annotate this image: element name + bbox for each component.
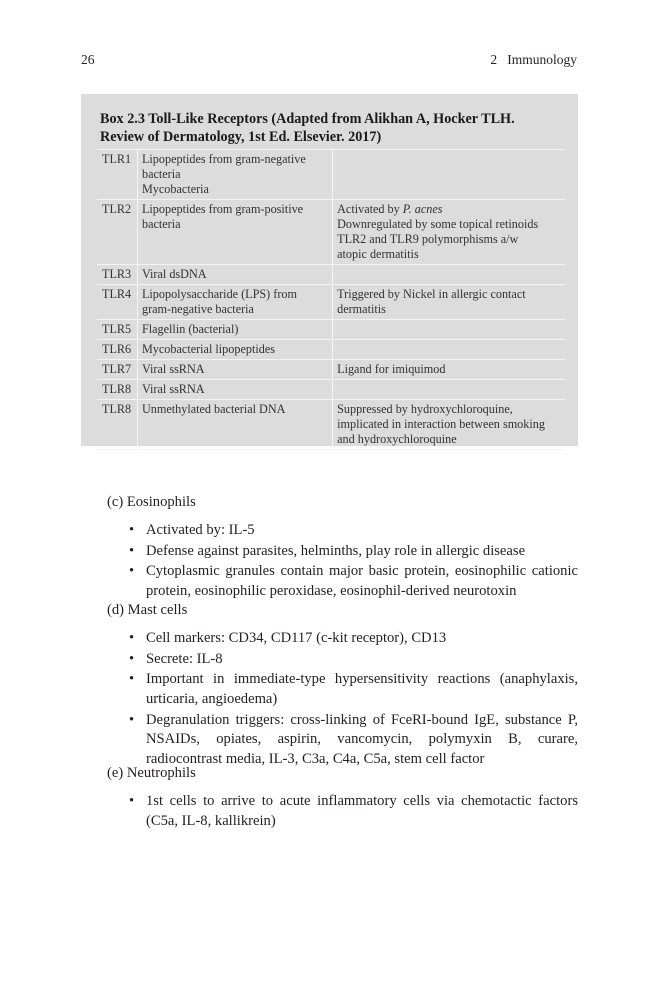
notes-line: Suppressed by hydroxychloroquine, [337,402,513,416]
notes-cell [333,400,565,450]
table-row [97,265,565,285]
table-row [97,380,565,400]
ligand-cell [137,265,332,285]
notes-line: atopic dermatitis [337,247,419,261]
notes-cell [333,150,565,200]
tlr-name-cell: TLR7 [97,360,137,380]
ligand-line: Unmethylated bacterial DNA [141,402,286,416]
notes-cell [333,285,565,320]
tlr-name-cell: TLR5 [97,320,137,340]
notes-cell [333,360,565,380]
tlr-box [81,94,578,446]
list-item: • Cytoplasmic granules contain major basic protein, eosinophilic cationic protein, eosinophilic peroxidase, eosinophil-derived neurotoxin [127,562,578,601]
ligand-line: Viral ssRNA [141,382,205,396]
notes-line: Ligand for imiquimod [337,362,446,376]
ligand-cell [137,200,332,265]
ligand-line: Mycobacterial lipopeptides [141,342,275,356]
ligand-line: Flagellin (bacterial) [141,322,239,336]
section-heading-mast-cells: (d) Mast cells [107,602,188,618]
running-header: 2 Immunology [490,52,577,67]
section-heading-neutrophils: (e) Neutrophils [107,765,196,781]
list-item: • Important in immediate-type hypersensitivity reactions (anaphylaxis, urticaria, angioedema) [127,670,578,709]
notes-line: dermatitis [337,302,386,316]
notes-cell [333,340,565,360]
ligand-line: bacteria [141,167,181,181]
ligand-line: Viral dsDNA [141,267,207,281]
table-row [97,360,565,380]
tlr-table [97,149,565,450]
tlr-name-cell: TLR6 [97,340,137,360]
table-row [97,320,565,340]
ligand-cell [137,340,332,360]
tlr-name-cell: TLR8 [97,400,137,450]
list-item: • 1st cells to arrive to acute inflammatory cells via chemotactic factors (C5a, IL-8, kallikrein) [127,792,578,831]
box-title [100,110,570,146]
notes-line: implicated in interaction between smoking [337,417,545,431]
tlr-name-cell: TLR4 [97,285,137,320]
ligand-line: Mycobacteria [141,182,209,196]
ligand-line: Viral ssRNA [141,362,205,376]
ligand-cell [137,285,332,320]
notes-line [337,202,561,217]
notes-line: Downregulated by some topical retinoids [337,217,539,231]
box-title-line: Box 2.3 Toll-Like Receptors (Adapted from Alikhan A, Hocker TLH. [100,111,515,127]
list-item: • Defense against parasites, helminths, play role in allergic disease [127,542,578,562]
mast-cells-list [127,629,578,770]
eosinophils-list [127,521,578,603]
tlr-name-cell: TLR2 [97,200,137,265]
ligand-line: gram-negative bacteria [141,302,254,316]
table-row [97,285,565,320]
ligand-cell [137,360,332,380]
ligand-cell [137,150,332,200]
notes-cell [333,380,565,400]
tlr-name-cell: TLR3 [97,265,137,285]
notes-cell [333,320,565,340]
box-title-line: Review of Dermatology, 1st Ed. Elsevier. 2017) [100,129,382,145]
section-heading-eosinophils: (c) Eosinophils [107,494,196,510]
ligand-cell [137,380,332,400]
tlr-name-cell: TLR1 [97,150,137,200]
notes-italic: P. acnes [402,202,443,216]
page-number: 26 [81,52,95,67]
list-item: • Secrete: IL-8 [127,650,578,670]
tlr-name-cell: TLR8 [97,380,137,400]
ligand-cell [137,400,332,450]
table-row [97,150,565,200]
notes-line: TLR2 and TLR9 polymorphisms a/w [337,232,519,246]
ligand-line: bacteria [141,217,181,231]
table-row [97,400,565,450]
notes-line: and hydroxychloroquine [337,432,457,446]
list-item: • Activated by: IL-5 [127,521,578,541]
table-row [97,340,565,360]
notes-cell [333,200,565,265]
ligand-line: Lipopeptides from gram-positive [141,202,304,216]
list-item: • Cell markers: CD34, CD117 (c-kit receptor), CD13 [127,629,578,649]
notes-cell [333,265,565,285]
notes-line: Triggered by Nickel in allergic contact [337,287,526,301]
ligand-line: Lipopeptides from gram-negative [141,152,306,166]
ligand-cell [137,320,332,340]
neutrophils-list [127,792,578,832]
ligand-line: Lipopolysaccharide (LPS) from [141,287,297,301]
table-row [97,200,565,265]
notes-prefix: Activated by [337,202,403,216]
list-item: • Degranulation triggers: cross-linking of FceRI-bound IgE, substance P, NSAIDs, opiates, aspirin, vancomycin, polymyxin B, curare, radiocontrast media, IL-3, C3a, C4a, C5a, stem cell factor [127,711,578,770]
